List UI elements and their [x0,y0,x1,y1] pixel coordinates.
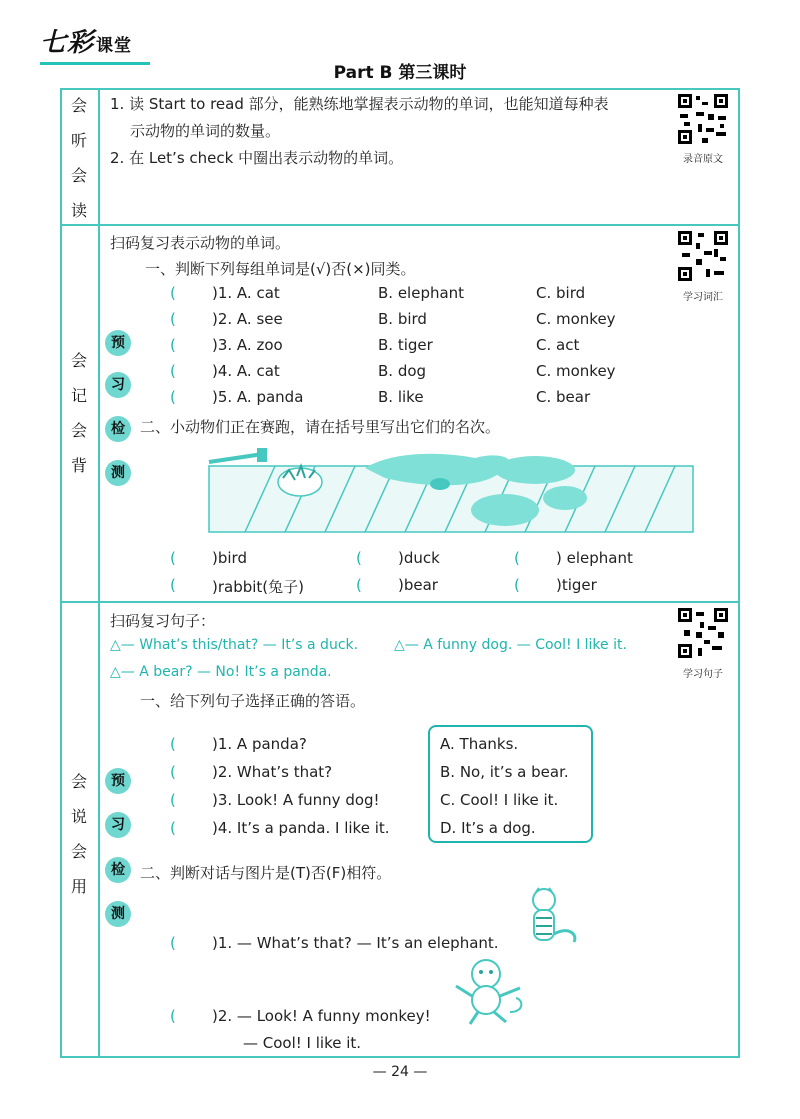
judge-option-b: B. dog [378,362,427,380]
brand-logo: 七彩 课堂 [40,28,133,58]
side-label-speak: 会 说 会 用 [70,772,87,896]
answer-choice: A. Thanks. [440,735,519,753]
answer-paren[interactable]: ( [170,819,176,837]
qr-code-sentences[interactable] [676,606,730,664]
listen-item-2: 2. 在 Let’s check 中圈出表示动物的单词。 [110,149,404,167]
judge-option-c: C. monkey [536,310,616,328]
preview-badge: 预 [105,330,131,356]
speak-part1-title: 一、给下列句子选择正确的答语。 [140,692,366,710]
qr-code-audio[interactable] [676,92,730,150]
answer-paren[interactable]: ( [514,576,520,594]
preview-badge: 测 [105,901,131,927]
match-question-row [170,819,430,847]
picture-dialog-1: )1. — What’s that? — It’s an elephant. [212,934,499,952]
match-question-row [170,735,430,763]
race-item-duck: )duck [398,549,440,567]
judge-option-b: B. tiger [378,336,433,354]
judge-option-a: )2. A. see [212,310,283,328]
judge-row [170,388,650,414]
speak-part2-title: 二、判断对话与图片是(T)否(F)相符。 [140,864,392,882]
section-divider [60,224,740,226]
picture-dialog-2: )2. — Look! A funny monkey! [212,1007,431,1025]
judge-option-c: C. bird [536,284,586,302]
judge-row [170,284,650,310]
qr-caption: 学习词汇 [683,292,723,303]
race-item-tiger: )tiger [556,576,597,594]
qr-code-icon [676,606,730,660]
judge-option-b: B. like [378,388,424,406]
answer-paren[interactable]: ( [356,549,362,567]
tiger-picture [522,886,586,950]
remember-part1-title: 一、判断下列每组单词是(√)否(×)同类。 [145,260,416,278]
remember-intro: 扫码复习表示动物的单词。 [110,234,291,252]
answer-paren[interactable]: ( [170,549,176,567]
race-item-elephant: ) elephant [556,549,633,567]
side-label-listen: 会 听 会 读 [70,96,87,220]
preview-badge: 检 [105,857,131,883]
judge-option-a: )4. A. cat [212,362,280,380]
judge-option-b: B. bird [378,310,427,328]
race-item-bird: )bird [212,549,247,567]
race-item-rabbit: )rabbit(兔子) [212,578,305,596]
page-title: Part B 第三课时 [333,63,467,83]
match-question: )2. What’s that? [212,763,333,781]
judge-option-c: C. bear [536,388,591,406]
answer-paren[interactable]: ( [170,791,176,809]
qr-caption: 学习句子 [683,669,723,680]
answer-paren[interactable]: ( [170,388,176,406]
sentence-review-3: △— A bear? — No! It’s a panda. [110,664,332,680]
sentence-review-2: △— A funny dog. — Cool! I like it. [394,637,627,653]
qr-caption: 录音原文 [683,154,723,165]
preview-badge: 预 [105,768,131,794]
side-column-divider [98,88,100,1058]
judge-row [170,336,650,362]
answer-paren[interactable]: ( [170,362,176,380]
judge-option-a: )5. A. panda [212,388,304,406]
preview-badge: 检 [105,416,131,442]
answer-paren[interactable]: ( [170,336,176,354]
judge-row [170,362,650,388]
answer-choice: C. Cool! I like it. [440,791,559,809]
answer-paren[interactable]: ( [170,735,176,753]
answer-choice: B. No, it’s a bear. [440,763,569,781]
remember-part2-title: 二、小动物们正在赛跑，请在括号里写出它们的名次。 [140,418,501,436]
answer-choices [440,735,569,847]
answer-choice: D. It’s a dog. [440,819,536,837]
answer-paren[interactable]: ( [514,549,520,567]
preview-badge: 习 [105,372,131,398]
judge-list [170,284,650,414]
listen-item-1: 1. 读 Start to read 部分，能熟练地掌握表示动物的单词，也能知道每种表 [110,95,609,113]
judge-option-c: C. monkey [536,362,616,380]
answer-paren[interactable]: ( [170,284,176,302]
preview-badge: 测 [105,460,131,486]
match-questions [170,735,430,847]
answer-paren[interactable]: ( [170,934,176,952]
monkey-picture [450,956,530,1026]
answer-paren[interactable]: ( [170,576,176,594]
judge-row [170,310,650,336]
answer-paren[interactable]: ( [356,576,362,594]
qr-code-icon [676,92,730,146]
judge-option-a: )3. A. zoo [212,336,283,354]
side-label-remember: 会 记 会 背 [70,351,87,475]
sentence-review-1: △— What’s this/that? — It’s a duck. [110,637,359,653]
preview-badge: 习 [105,812,131,838]
speak-intro: 扫码复习句子： [110,612,216,630]
judge-option-a: )1. A. cat [212,284,280,302]
match-question-row [170,763,430,791]
race-item-bear: )bear [398,576,438,594]
answer-paren[interactable]: ( [170,310,176,328]
listen-item-1-cont: 示动物的单词的数量。 [130,122,281,140]
match-question-row [170,791,430,819]
judge-option-c: C. act [536,336,580,354]
qr-code-words[interactable] [676,229,730,287]
match-question: )3. Look! A funny dog! [212,791,380,809]
match-question: )4. It’s a panda. I like it. [212,819,390,837]
answer-paren[interactable]: ( [170,763,176,781]
section-divider [60,601,740,603]
answer-paren[interactable]: ( [170,1007,176,1025]
match-question: )1. A panda? [212,735,307,753]
animal-race-illustration [205,448,695,536]
page-number: — 24 — [372,1064,428,1080]
qr-code-icon [676,229,730,283]
picture-dialog-2-reply: — Cool! I like it. [243,1034,362,1052]
judge-option-b: B. elephant [378,284,465,302]
